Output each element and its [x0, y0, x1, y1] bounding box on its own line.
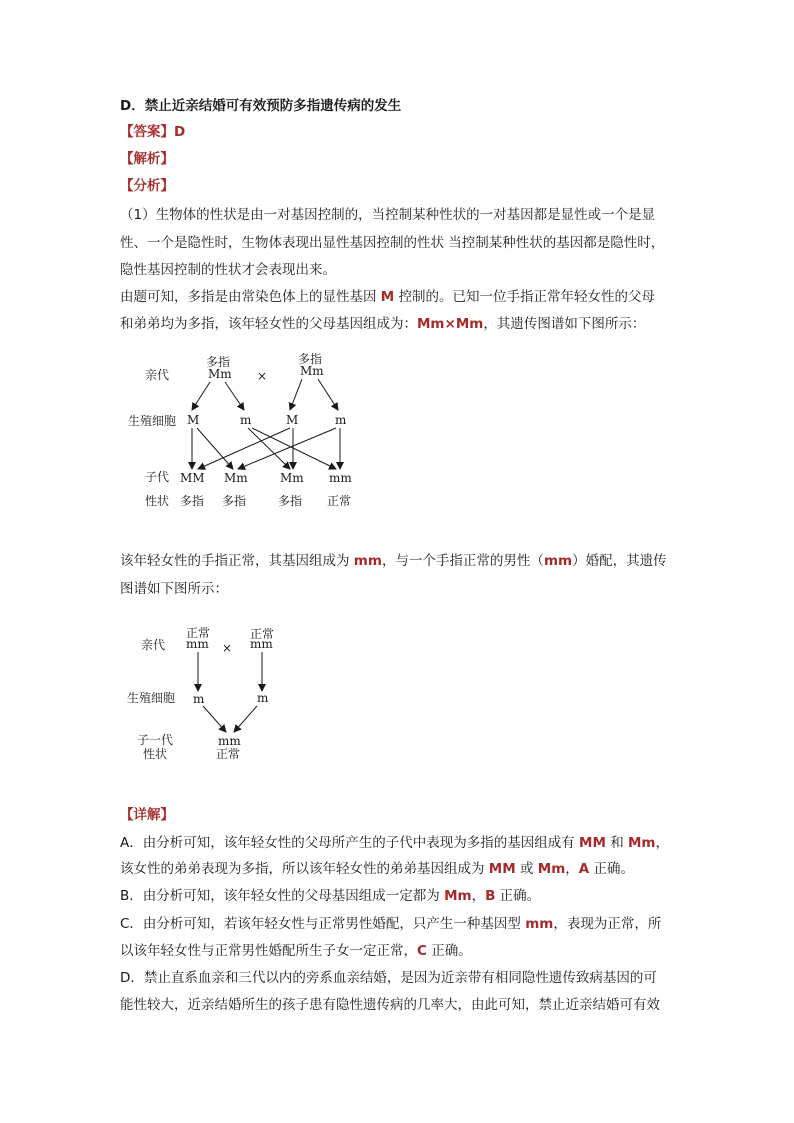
cross-symbol: × — [222, 641, 233, 655]
b-text: B．由分析可知，该年轻女性的父母基因组成一定都为 — [120, 888, 445, 904]
p2-text: 和弟弟均为多指，该年轻女性的父母基因组成为： — [120, 316, 417, 332]
a-text: ， — [655, 835, 670, 851]
b-text: 正确。 — [495, 888, 541, 904]
c-text: ，表现为正常，所 — [553, 916, 662, 932]
p2-genotype: Mm×Mm — [417, 316, 484, 332]
parent2-trait: 正常 — [250, 627, 275, 641]
b-genotype: Mm — [444, 888, 472, 904]
row-label-gamete: 生殖细胞 — [128, 414, 177, 428]
gamete: M — [286, 413, 299, 427]
a-text: A．由分析可知，该年轻女性的父母所产生的子代中表现为多指的基因组成有 — [120, 835, 580, 851]
paragraph-1-line-3: 隐性基因控制的性状才会表现出来。 — [120, 262, 336, 278]
offspring-genotype: Mm — [280, 471, 304, 485]
option-b-line — [120, 886, 540, 906]
offspring-trait: 正常 — [327, 494, 352, 508]
option-c-line-2 — [120, 941, 472, 961]
c-text: 正确。 — [426, 943, 472, 959]
a-text: 该女性的弟弟表现为多指，所以该年轻女性的弟弟基因组成为 — [120, 861, 489, 877]
fenxi-label: 【分析】 — [120, 178, 174, 194]
p3-text: 该年轻女性的手指正常，其基因组成为 — [120, 553, 354, 569]
offspring-trait: 正常 — [216, 747, 241, 761]
a-genotype: Mm — [537, 861, 566, 877]
detail-label: 【详解】 — [120, 807, 174, 823]
a-genotype: Mm — [628, 835, 656, 851]
p3-genotype: mm — [353, 553, 382, 569]
gamete: m — [335, 413, 347, 427]
row-label-gamete: 生殖细胞 — [127, 691, 176, 705]
a-genotype: MM — [579, 835, 606, 851]
offspring-trait: 多指 — [222, 494, 247, 508]
parent1-genotype: mm — [186, 637, 209, 651]
parent1-trait: 多指 — [206, 355, 231, 369]
pedigree-diagram-2 — [0, 600, 794, 780]
c-genotype: mm — [525, 916, 554, 932]
row-label-offspring: 子代 — [145, 470, 170, 484]
gamete: m — [240, 413, 252, 427]
option-d-question: D．禁止近亲结婚可有效预防多指遗传病的发生 — [120, 98, 402, 114]
p3-genotype: mm — [543, 553, 573, 569]
parent2-genotype: Mm — [300, 364, 324, 378]
c-text: C．由分析可知，若该年轻女性与正常男性婚配，只产生一种基因型 — [120, 916, 526, 932]
b-option-letter: B — [485, 888, 496, 904]
a-genotype: MM — [488, 861, 516, 877]
option-d-line-2: 能性较大，近亲结婚所生的孩子患有隐性遗传病的几率大，由此可知，禁止近亲结婚可有效 — [120, 997, 660, 1013]
paragraph-1-line-1: （1）生物体的性状是由一对基因控制的，当控制某种性状的一对基因都是显性或一个是显 — [120, 207, 656, 223]
paragraph-3-line-1 — [120, 551, 667, 571]
p2-text: ，其遗传图谱如下图所示： — [483, 316, 646, 332]
a-option-letter: A — [578, 861, 590, 877]
row-label-trait: 性状 — [143, 747, 168, 761]
p2-text: 由题可知，多指是由常染色体上的显性基因 — [120, 289, 381, 305]
cross-symbol: × — [257, 369, 268, 383]
row-label-trait: 性状 — [145, 494, 170, 508]
row-label-parent: 亲代 — [141, 638, 166, 652]
option-a-line-2 — [120, 859, 634, 879]
parent1-genotype: Mm — [208, 367, 232, 381]
row-label-offspring: 子一代 — [137, 733, 174, 747]
p3-text: ，与一个手指正常的男性（ — [381, 553, 544, 569]
answer-label: 【答案】 — [120, 124, 174, 140]
option-c-line-1 — [120, 914, 661, 934]
gamete: M — [187, 413, 200, 427]
a-text: 和 — [605, 835, 628, 851]
parent2-trait: 多指 — [298, 352, 323, 366]
option-d-line-1: D．禁止直系血亲和三代以内的旁系血亲结婚，是因为近亲带有相同隐性遗传致病基因的可 — [120, 970, 657, 986]
offspring-genotype: mm — [329, 471, 352, 485]
option-a-line-1 — [120, 833, 669, 853]
paragraph-3-line-2: 图谱如下图所示： — [120, 581, 228, 597]
pedigree-diagram-1 — [0, 0, 794, 520]
answer-value: D — [174, 124, 186, 140]
a-text: ， — [565, 861, 579, 877]
parent2-genotype: mm — [250, 637, 273, 651]
row-label-parent: 亲代 — [145, 368, 170, 382]
b-text: ， — [471, 888, 486, 904]
c-text: 以该年轻女性与正常男性婚配所生子女一定正常， — [120, 943, 417, 959]
c-option-letter: C — [417, 943, 427, 959]
p3-text: ）婚配，其遗传 — [572, 553, 667, 569]
p2-gene: M — [380, 289, 395, 305]
analysis-label: 【解析】 — [120, 151, 174, 167]
paragraph-1-line-2: 性、一个是隐性时，生物体表现出显性基因控制的性状 当控制某种性状的基因都是隐性时， — [120, 235, 665, 251]
offspring-trait: 多指 — [180, 494, 205, 508]
gamete: m — [193, 692, 205, 706]
gamete: m — [257, 691, 269, 705]
parent1-trait: 正常 — [186, 626, 211, 640]
offspring-genotype: mm — [218, 734, 241, 748]
a-text: 或 — [515, 861, 538, 877]
offspring-genotype: MM — [180, 471, 205, 485]
offspring-trait: 多指 — [278, 494, 303, 508]
a-text: 正确。 — [589, 861, 635, 877]
offspring-genotype: Mm — [224, 471, 248, 485]
p2-text: 控制的。已知一位手指正常年轻女性的父母 — [394, 289, 656, 305]
